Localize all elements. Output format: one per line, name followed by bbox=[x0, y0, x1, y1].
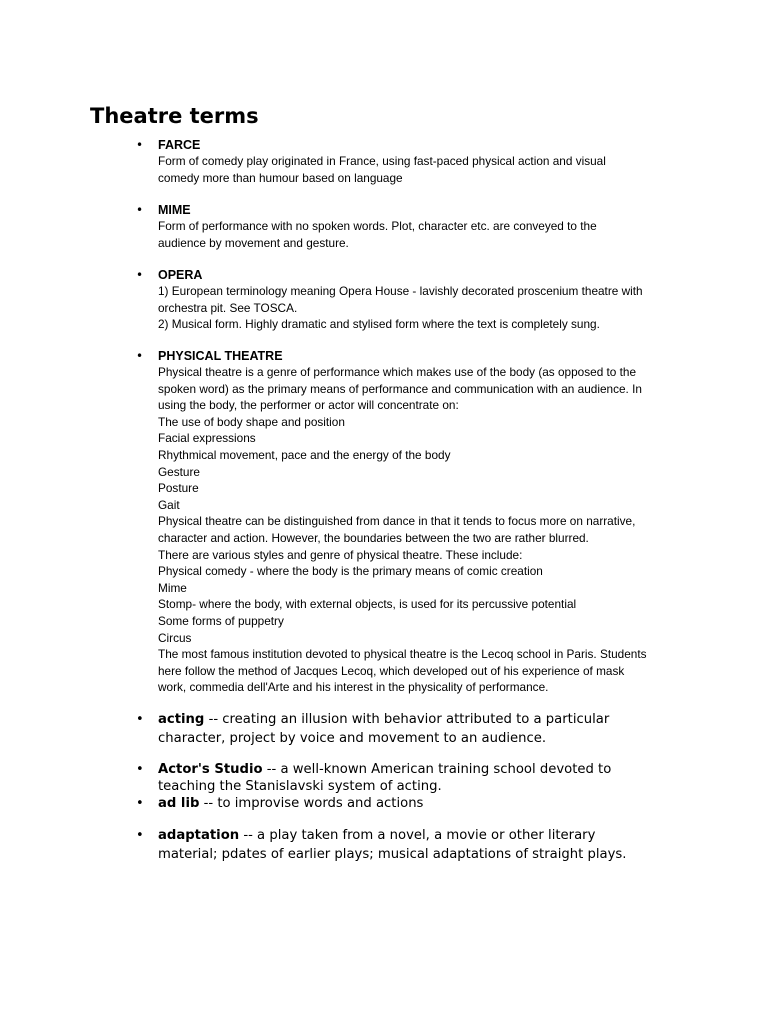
list-item-physical-theatre bbox=[136, 348, 718, 696]
bullet: • bbox=[136, 268, 144, 282]
definition-line: 2) Musical form. Highly dramatic and stylised form where the text is completely sung. bbox=[158, 317, 600, 332]
term-heading: acting bbox=[158, 712, 205, 727]
definition-line bbox=[158, 761, 718, 779]
definition-line: Physical theatre is a genre of performance which makes use of the body (as opposed to the bbox=[158, 365, 637, 379]
definition-line bbox=[158, 795, 718, 813]
definition-line: Form of comedy play originated in France, using fast-paced physical action and visual bbox=[158, 154, 606, 168]
definition-line: comedy more than humour based on language bbox=[158, 170, 403, 185]
definition-line: The use of body shape and position bbox=[158, 414, 345, 429]
definition-line: The most famous institution devoted to physical theatre is the Lecoq school in Paris. Students bbox=[158, 647, 647, 662]
term-heading: adaptation bbox=[158, 828, 240, 843]
definition-line: Facial expressions bbox=[158, 431, 256, 446]
bullet: • bbox=[136, 138, 144, 152]
definition-line: orchestra pit. See TOSCA. bbox=[158, 300, 298, 315]
bullet: • bbox=[136, 828, 144, 843]
definition-line: Circus bbox=[158, 630, 192, 645]
definition-line: work, commedia dell'Arte and his interest in the physicality of performance. bbox=[158, 680, 549, 695]
definition-text: -- creating an illusion with behavior attributed to a particular bbox=[204, 712, 610, 727]
list-item-mime bbox=[136, 202, 718, 251]
definition-line: material; pdates of earlier plays; musical adaptations of straight plays. bbox=[158, 847, 627, 862]
term-heading: MIME bbox=[158, 203, 191, 217]
definition-line: Posture bbox=[158, 481, 199, 496]
definition-line: Mime bbox=[158, 580, 187, 595]
definition-line: Physical comedy - where the body is the primary means of comic creation bbox=[158, 564, 543, 579]
bullet: • bbox=[136, 796, 144, 811]
definition-line: Gait bbox=[158, 497, 180, 512]
bullet: • bbox=[136, 349, 144, 363]
list-item-adaptation bbox=[136, 827, 718, 864]
definition-line: spoken word) as the primary means of performance and communication with an audience. In bbox=[158, 381, 642, 396]
bullet: • bbox=[136, 712, 144, 727]
definition-line: There are various styles and genre of physical theatre. These include: bbox=[158, 547, 523, 562]
definition-text: -- a well-known American training school devoted to bbox=[262, 762, 612, 777]
definition-line: using the body, the performer or actor will concentrate on: bbox=[158, 398, 459, 413]
definition-line: 1) European terminology meaning Opera House - lavishly decorated proscenium theatre with bbox=[158, 284, 643, 298]
page-title: Theatre terms bbox=[90, 104, 259, 128]
term-heading: ad lib bbox=[158, 796, 200, 811]
definition-line: audience by movement and gesture. bbox=[158, 235, 349, 250]
term-heading: PHYSICAL THEATRE bbox=[158, 349, 283, 363]
list-item-acting bbox=[136, 711, 718, 748]
list-item-ad-lib bbox=[136, 795, 718, 813]
list-item-opera bbox=[136, 267, 718, 333]
definition-line: Form of performance with no spoken words. Plot, character etc. are conveyed to the bbox=[158, 219, 597, 233]
definition-text: -- to improvise words and actions bbox=[199, 796, 424, 811]
definition-line: Physical theatre can be distinguished from dance in that it tends to focus more on narrative, bbox=[158, 514, 636, 529]
term-heading: FARCE bbox=[158, 138, 201, 152]
bullet: • bbox=[136, 203, 144, 217]
definition-line: Gesture bbox=[158, 464, 200, 479]
definition-line: Some forms of puppetry bbox=[158, 613, 284, 628]
definition-line: Rhythmical movement, pace and the energy of the body bbox=[158, 447, 451, 462]
definition-line bbox=[158, 711, 718, 729]
list-item-farce bbox=[136, 137, 718, 186]
definition-line: character and action. However, the boundaries between the two are rather blurred. bbox=[158, 530, 589, 545]
term-heading: OPERA bbox=[158, 268, 203, 282]
list-item-actors-studio bbox=[136, 761, 718, 796]
definition-line bbox=[158, 827, 718, 845]
definition-line: character, project by voice and movement to an audience. bbox=[158, 731, 547, 746]
definition-text: -- a play taken from a novel, a movie or other literary bbox=[239, 828, 596, 843]
term-heading: Actor's Studio bbox=[158, 762, 263, 777]
definition-line: teaching the Stanislavski system of acting. bbox=[158, 779, 442, 794]
bullet: • bbox=[136, 762, 144, 777]
definition-line: here follow the method of Jacques Lecoq, which developed out of his experience of mask bbox=[158, 663, 625, 678]
definition-line: Stomp- where the body, with external objects, is used for its percussive potential bbox=[158, 597, 577, 612]
